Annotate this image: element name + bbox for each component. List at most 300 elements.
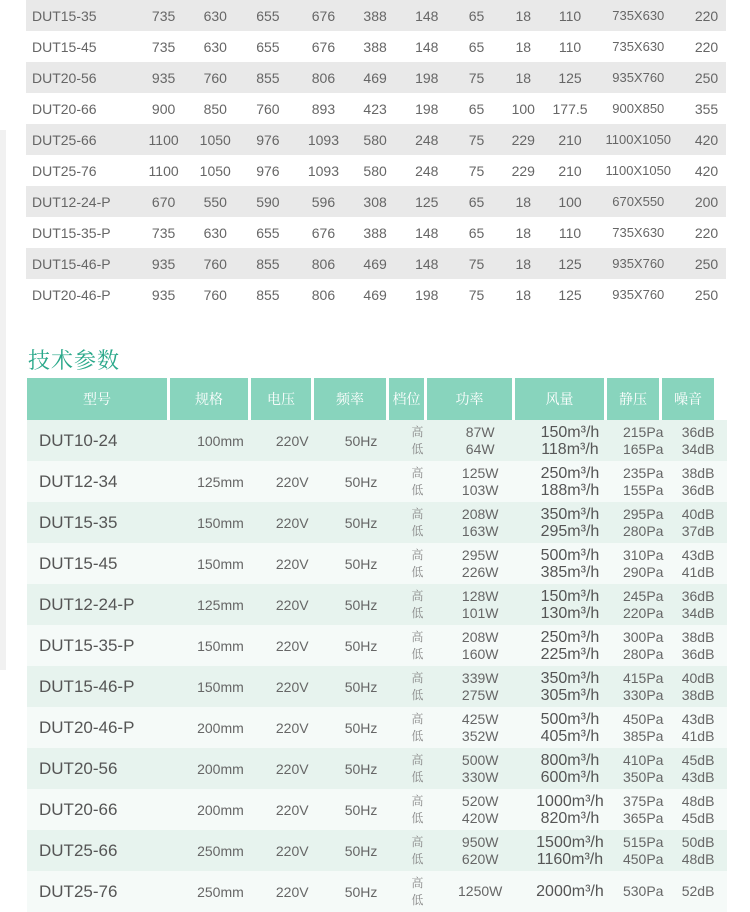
- dimension-value: 855: [256, 69, 280, 86]
- dimension-value: 735: [151, 38, 176, 55]
- dimension-value: 198: [415, 69, 439, 86]
- spec-size: 125mm: [197, 473, 244, 490]
- dimension-value: 388: [363, 7, 387, 24]
- dimension-value: 676: [311, 224, 336, 241]
- dimension-value: 65: [468, 193, 485, 210]
- dimension-value: 935: [151, 69, 176, 86]
- spec-airflow: [526, 830, 615, 871]
- dimension-value: 250: [694, 255, 719, 272]
- spec-header-cell: 频率: [314, 378, 386, 420]
- spec-row: [27, 420, 727, 461]
- dimension-value: 125: [558, 69, 582, 86]
- spec-power-high: 208W: [461, 505, 499, 522]
- spec-gear: [400, 707, 435, 748]
- spec-airflow: [526, 502, 615, 543]
- spec-gear: [400, 461, 435, 502]
- spec-gear-low: 低: [411, 605, 424, 620]
- dimension-model: DUT12-24-P: [32, 193, 111, 210]
- spec-airflow: [526, 625, 615, 666]
- spec-power-low: 160W: [461, 645, 499, 662]
- dimension-value: 198: [415, 286, 439, 303]
- spec-power-low: 275W: [461, 686, 499, 703]
- spec-size: 100mm: [197, 432, 244, 449]
- dimension-value: 596: [311, 193, 336, 210]
- dimension-value: 18: [515, 69, 532, 86]
- spec-power-low: 352W: [461, 727, 499, 744]
- spec-frequency: 50Hz: [344, 514, 378, 531]
- dimension-value: 18: [515, 224, 532, 241]
- dimension-value: 806: [311, 69, 336, 86]
- dimension-row: [26, 124, 726, 155]
- dimension-value: 65: [468, 38, 485, 55]
- spec-airflow-high: 350m³/h: [540, 505, 600, 523]
- spec-noise: [672, 830, 724, 871]
- dimension-row: [26, 155, 726, 186]
- spec-frequency: 50Hz: [344, 842, 378, 859]
- section-title: 技术参数: [28, 349, 121, 374]
- spec-voltage: 220V: [275, 637, 309, 654]
- spec-noise-low: 38dB: [681, 686, 715, 703]
- spec-gear-high: 高: [411, 424, 424, 439]
- spec-gear: [400, 789, 435, 830]
- spec-noise: [672, 789, 724, 830]
- spec-noise-high: 50dB: [681, 833, 715, 850]
- spec-pressure: [617, 420, 669, 461]
- spec-row: [27, 830, 727, 871]
- spec-airflow-low: 295m³/h: [540, 522, 600, 540]
- spec-pressure-low: 450Pa: [622, 850, 664, 867]
- dimension-value: 676: [311, 38, 336, 55]
- dimension-value: 420: [694, 162, 719, 179]
- spec-power: [438, 871, 523, 912]
- spec-frequency: 50Hz: [344, 473, 378, 490]
- spec-airflow-high: 2000m³/h: [536, 883, 604, 900]
- spec-pressure: [617, 748, 669, 789]
- spec-airflow: [526, 789, 615, 830]
- dimension-value: 148: [415, 38, 439, 55]
- spec-gear: [400, 584, 435, 625]
- spec-power: [438, 707, 523, 748]
- dimension-row: [26, 279, 726, 310]
- dimension-value: 735X630: [612, 39, 665, 54]
- dimension-value: 893: [311, 100, 336, 117]
- spec-airflow-high: 500m³/h: [540, 546, 600, 564]
- spec-gear-high: 高: [411, 670, 424, 685]
- dimension-value: 1050: [199, 131, 231, 148]
- spec-row: [27, 871, 727, 912]
- spec-table: [27, 378, 727, 912]
- spec-header-cell: 电压: [251, 378, 311, 420]
- spec-power-high: 87W: [465, 423, 495, 440]
- spec-row: [27, 625, 727, 666]
- page-edge-strip: [0, 130, 6, 670]
- dimension-value: 760: [203, 255, 227, 272]
- dimension-row: [26, 62, 726, 93]
- spec-noise-low: 48dB: [681, 850, 715, 867]
- dimension-value: 550: [203, 193, 227, 210]
- spec-airflow-low: 600m³/h: [540, 768, 600, 786]
- dimension-value: 590: [256, 193, 280, 210]
- spec-noise-high: 38dB: [681, 628, 715, 645]
- spec-gear: [400, 748, 435, 789]
- spec-airflow-low: 130m³/h: [540, 604, 600, 622]
- spec-power-high: 950W: [461, 833, 499, 850]
- dimension-value: 229: [511, 131, 535, 148]
- spec-airflow: [526, 748, 615, 789]
- spec-gear-high: 高: [411, 875, 424, 890]
- spec-row: [27, 502, 727, 543]
- spec-voltage: 220V: [275, 596, 309, 613]
- spec-gear-low: 低: [411, 810, 424, 825]
- spec-airflow-high: 1500m³/h: [536, 833, 604, 851]
- dimension-value: 900: [151, 100, 176, 117]
- spec-noise-low: 34dB: [681, 440, 715, 457]
- spec-pressure-high: 415Pa: [622, 669, 664, 686]
- spec-row: [27, 461, 727, 502]
- spec-frequency: 50Hz: [344, 596, 378, 613]
- spec-size: 200mm: [197, 801, 244, 818]
- dimension-value: 1100X1050: [605, 163, 672, 178]
- spec-body: [27, 420, 727, 912]
- spec-gear-high: 高: [411, 629, 424, 644]
- dimension-value: 148: [415, 7, 439, 24]
- spec-pressure: [617, 707, 669, 748]
- spec-model: DUT15-35: [39, 512, 118, 532]
- dimension-model: DUT20-56: [32, 69, 97, 86]
- spec-power: [438, 748, 523, 789]
- dimension-row: [26, 0, 726, 31]
- spec-gear-low: 低: [411, 851, 424, 866]
- spec-airflow: [526, 871, 615, 912]
- spec-noise: [672, 502, 724, 543]
- spec-pressure-low: 165Pa: [622, 440, 664, 457]
- spec-gear: [400, 830, 435, 871]
- spec-pressure-low: 220Pa: [622, 604, 664, 621]
- dimension-value: 855: [256, 255, 280, 272]
- dimension-value: 469: [363, 286, 387, 303]
- spec-airflow-high: 150m³/h: [540, 587, 600, 605]
- dimension-value: 388: [363, 38, 387, 55]
- dimension-model: DUT15-35: [32, 7, 97, 24]
- spec-header-cell: 型号: [27, 378, 167, 420]
- dimension-value: 935: [151, 286, 176, 303]
- spec-noise-low: 34dB: [681, 604, 715, 621]
- dimension-value: 976: [256, 131, 280, 148]
- spec-gear-high: 高: [411, 711, 424, 726]
- spec-noise: [672, 543, 724, 584]
- spec-power: [438, 584, 523, 625]
- spec-airflow-high: 500m³/h: [540, 710, 600, 728]
- spec-gear-low: 低: [411, 523, 424, 538]
- dimension-value: 420: [694, 131, 719, 148]
- spec-gear-high: 高: [411, 752, 424, 767]
- spec-airflow: [526, 420, 615, 461]
- dimension-value: 250: [694, 286, 719, 303]
- dimension-value: 75: [468, 255, 485, 272]
- spec-pressure-high: 215Pa: [622, 423, 664, 440]
- dimension-row: [26, 186, 726, 217]
- spec-airflow: [526, 666, 615, 707]
- dimension-value: 423: [363, 100, 387, 117]
- dimension-value: 250: [694, 69, 719, 86]
- spec-airflow-high: 250m³/h: [540, 628, 600, 646]
- dimension-value: 210: [558, 162, 582, 179]
- dimension-value: 65: [468, 100, 485, 117]
- spec-size: 150mm: [197, 678, 244, 695]
- spec-pressure: [617, 871, 669, 912]
- spec-gear: [400, 625, 435, 666]
- spec-pressure: [617, 666, 669, 707]
- dimension-model: DUT20-66: [32, 100, 97, 117]
- spec-noise: [672, 420, 724, 461]
- spec-power-high: 520W: [461, 792, 499, 809]
- spec-noise-high: 43dB: [681, 710, 715, 727]
- dimension-value: 125: [558, 255, 582, 272]
- spec-noise: [672, 871, 724, 912]
- spec-pressure-high: 295Pa: [622, 505, 664, 522]
- dimension-value: 248: [415, 162, 439, 179]
- spec-voltage: 220V: [275, 514, 309, 531]
- dimension-value: 110: [558, 38, 582, 55]
- spec-header-cell: 噪音: [662, 378, 714, 420]
- spec-gear-high: 高: [411, 547, 424, 562]
- spec-airflow-low: 1160m³/h: [536, 850, 604, 868]
- spec-frequency: 50Hz: [344, 678, 378, 695]
- spec-noise-low: 36dB: [681, 481, 715, 498]
- spec-pressure: [617, 584, 669, 625]
- spec-pressure: [617, 789, 669, 830]
- spec-pressure-low: 330Pa: [622, 686, 664, 703]
- spec-model: DUT25-66: [39, 840, 118, 860]
- spec-airflow-high: 150m³/h: [540, 423, 600, 441]
- spec-gear-high: 高: [411, 506, 424, 521]
- spec-power-high: 125W: [461, 464, 499, 481]
- spec-gear: [400, 543, 435, 584]
- dimension-value: 110: [558, 7, 582, 24]
- dimension-value: 75: [468, 286, 485, 303]
- spec-pressure-low: 155Pa: [622, 481, 664, 498]
- spec-frequency: 50Hz: [344, 883, 378, 900]
- spec-airflow-low: 305m³/h: [540, 686, 600, 704]
- spec-power-low: 163W: [461, 522, 499, 539]
- spec-airflow: [526, 584, 615, 625]
- dimension-value: 18: [515, 193, 532, 210]
- spec-row: [27, 707, 727, 748]
- spec-pressure-low: 365Pa: [622, 809, 664, 826]
- dimension-value: 1093: [307, 162, 340, 179]
- spec-airflow-high: 800m³/h: [540, 751, 600, 769]
- spec-voltage: 220V: [275, 760, 309, 777]
- dimension-value: 110: [558, 224, 582, 241]
- spec-pressure-high: 235Pa: [622, 464, 664, 481]
- dimension-value: 655: [256, 224, 280, 241]
- spec-noise-low: 43dB: [681, 768, 715, 785]
- spec-header-cell: 档位: [389, 378, 424, 420]
- spec-noise-low: 41dB: [681, 563, 715, 580]
- spec-gear: [400, 871, 435, 912]
- spec-frequency: 50Hz: [344, 637, 378, 654]
- spec-noise-high: 45dB: [681, 751, 715, 768]
- spec-power-low: 64W: [465, 440, 495, 457]
- spec-header-row: [27, 378, 727, 420]
- dimension-value: 735: [151, 7, 176, 24]
- spec-size: 150mm: [197, 514, 244, 531]
- spec-gear-low: 低: [411, 564, 424, 579]
- spec-gear: [400, 502, 435, 543]
- spec-noise-high: 40dB: [681, 669, 715, 686]
- dimension-value: 200: [694, 193, 719, 210]
- spec-noise-high: 48dB: [681, 792, 715, 809]
- dimension-value: 806: [311, 286, 336, 303]
- spec-row: [27, 748, 727, 789]
- spec-noise-high: 40dB: [681, 505, 715, 522]
- dimension-value: 676: [311, 7, 336, 24]
- spec-power: [438, 789, 523, 830]
- spec-pressure-low: 290Pa: [622, 563, 664, 580]
- spec-voltage: 220V: [275, 555, 309, 572]
- dimension-value: 198: [415, 100, 439, 117]
- dimension-value: 806: [311, 255, 336, 272]
- dimension-value: 148: [415, 255, 439, 272]
- dimension-table: [26, 0, 726, 310]
- spec-gear-low: 低: [411, 769, 424, 784]
- dimension-value: 630: [203, 38, 227, 55]
- dimension-value: 100: [511, 100, 535, 117]
- spec-row: [27, 584, 727, 625]
- spec-voltage: 220V: [275, 883, 309, 900]
- dimension-value: 355: [694, 100, 719, 117]
- dimension-value: 229: [511, 162, 535, 179]
- dimension-value: 735X630: [612, 225, 665, 240]
- spec-power-high: 1250W: [458, 883, 503, 899]
- spec-power-high: 500W: [461, 751, 499, 768]
- spec-pressure-low: 350Pa: [622, 768, 664, 785]
- spec-noise-high: 36dB: [681, 587, 715, 604]
- dimension-value: 1100X1050: [605, 132, 672, 147]
- spec-gear-low: 低: [411, 482, 424, 497]
- spec-gear-high: 高: [411, 834, 424, 849]
- spec-noise-low: 37dB: [681, 522, 715, 539]
- spec-frequency: 50Hz: [344, 432, 378, 449]
- dimension-value: 935X760: [612, 70, 665, 85]
- dimension-value: 760: [203, 69, 227, 86]
- dimension-value: 1093: [307, 131, 340, 148]
- dimension-value: 670X550: [612, 194, 665, 209]
- spec-gear-high: 高: [411, 465, 424, 480]
- spec-power-high: 425W: [461, 710, 499, 727]
- dimension-model: DUT25-66: [32, 131, 97, 148]
- spec-airflow-high: 250m³/h: [540, 464, 600, 482]
- spec-frequency: 50Hz: [344, 760, 378, 777]
- spec-pressure: [617, 543, 669, 584]
- spec-airflow-low: 188m³/h: [540, 481, 600, 499]
- spec-frequency: 50Hz: [344, 801, 378, 818]
- spec-airflow-low: 405m³/h: [540, 727, 600, 745]
- spec-noise-high: 38dB: [681, 464, 715, 481]
- spec-power-low: 101W: [461, 604, 499, 621]
- spec-airflow: [526, 707, 615, 748]
- dimension-row: [26, 248, 726, 279]
- spec-row: [27, 789, 727, 830]
- spec-pressure-low: 280Pa: [622, 645, 664, 662]
- spec-model: DUT15-35-P: [39, 635, 135, 655]
- dimension-value: 655: [256, 38, 280, 55]
- spec-airflow: [526, 543, 615, 584]
- dimension-value: 1100: [148, 131, 179, 148]
- spec-power: [438, 830, 523, 871]
- spec-model: DUT20-56: [39, 758, 118, 778]
- spec-size: 200mm: [197, 719, 244, 736]
- dimension-model: DUT15-35-P: [32, 224, 111, 241]
- spec-power-low: 330W: [461, 768, 499, 785]
- spec-voltage: 220V: [275, 719, 309, 736]
- dimension-value: 760: [256, 100, 280, 117]
- spec-size: 150mm: [197, 555, 244, 572]
- spec-airflow: [526, 461, 615, 502]
- dimension-value: 630: [203, 224, 227, 241]
- spec-gear-low: 低: [411, 441, 424, 456]
- dimension-value: 630: [203, 7, 227, 24]
- spec-gear-high: 高: [411, 793, 424, 808]
- spec-power: [438, 461, 523, 502]
- spec-pressure-low: 280Pa: [622, 522, 664, 539]
- dimension-value: 125: [415, 193, 439, 210]
- spec-size: 125mm: [197, 596, 244, 613]
- dimension-value: 210: [558, 131, 582, 148]
- dimension-value: 580: [363, 131, 387, 148]
- dimension-value: 18: [515, 255, 532, 272]
- spec-power-high: 208W: [461, 628, 499, 645]
- spec-voltage: 220V: [275, 801, 309, 818]
- spec-airflow-low: 225m³/h: [540, 645, 600, 663]
- spec-voltage: 220V: [275, 473, 309, 490]
- dimension-value: 125: [558, 286, 582, 303]
- dimension-value: 760: [203, 286, 227, 303]
- spec-voltage: 220V: [275, 842, 309, 859]
- spec-model: DUT12-34: [39, 471, 118, 491]
- spec-pressure-high: 450Pa: [622, 710, 664, 727]
- dimension-value: 75: [468, 69, 485, 86]
- spec-pressure-high: 245Pa: [622, 587, 664, 604]
- spec-power-high: 128W: [461, 587, 499, 604]
- spec-voltage: 220V: [275, 432, 309, 449]
- spec-airflow-low: 820m³/h: [540, 809, 600, 827]
- dimension-value: 388: [363, 224, 387, 241]
- spec-gear-low: 低: [411, 646, 424, 661]
- spec-noise: [672, 584, 724, 625]
- dimension-value: 248: [415, 131, 439, 148]
- dimension-value: 220: [694, 38, 719, 55]
- dimension-value: 976: [256, 162, 280, 179]
- spec-header-cell: 风量: [515, 378, 604, 420]
- spec-noise-low: 41dB: [681, 727, 715, 744]
- dimension-value: 18: [515, 38, 532, 55]
- dimension-value: 1100: [148, 162, 179, 179]
- dimension-model: DUT15-45: [32, 38, 97, 55]
- spec-model: DUT10-24: [39, 430, 118, 450]
- dimension-value: 935X760: [612, 287, 665, 302]
- spec-pressure-high: 515Pa: [622, 833, 664, 850]
- spec-size: 250mm: [197, 883, 244, 900]
- spec-size: 150mm: [197, 637, 244, 654]
- spec-pressure: [617, 625, 669, 666]
- dimension-value: 670: [151, 193, 176, 210]
- dimension-value: 18: [515, 286, 532, 303]
- spec-model: DUT20-66: [39, 799, 118, 819]
- spec-noise-high: 43dB: [681, 546, 715, 563]
- spec-pressure-high: 300Pa: [622, 628, 664, 645]
- spec-header-cell: 功率: [427, 378, 512, 420]
